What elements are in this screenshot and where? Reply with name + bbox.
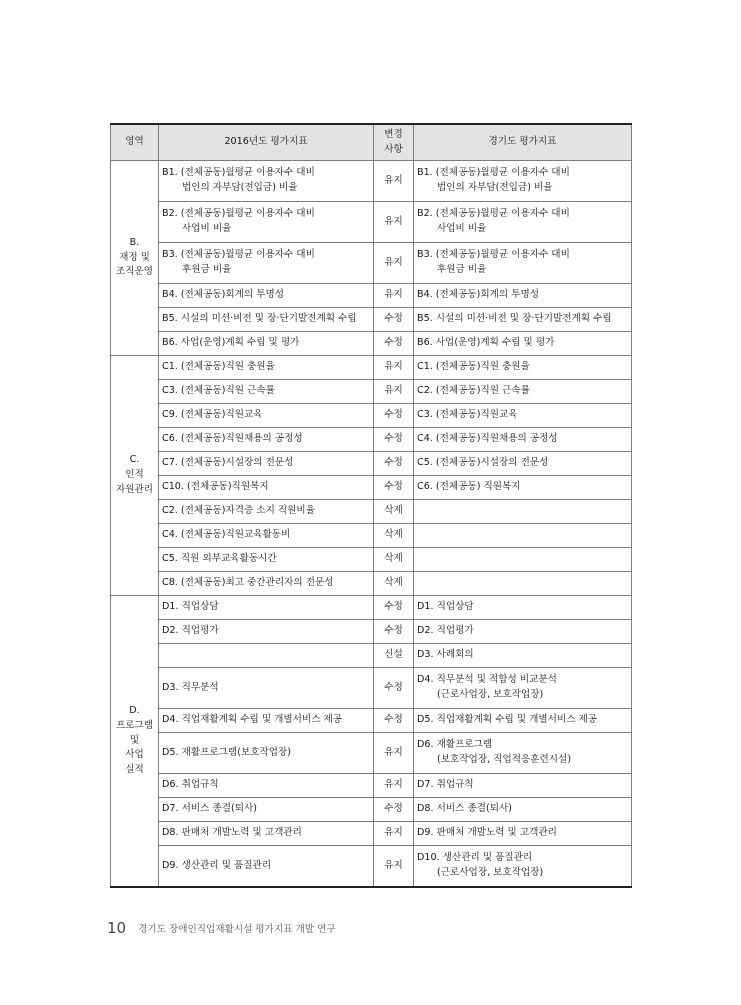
change-cell: 수정: [374, 332, 414, 356]
index-text: D6. 재활프로그램: [417, 739, 493, 751]
index-text: D7. 취업규칙: [417, 779, 474, 791]
index-text: C4. (전체공동)직원채용의 공정성: [417, 433, 558, 445]
index-gyeonggi-cell: [414, 284, 632, 308]
index-gyeonggi-cell: [414, 476, 632, 500]
index-2016-cell: [159, 500, 374, 524]
footer-title: 경기도 장애인직업재활시설 평가지표 개발 연구: [138, 924, 336, 935]
change-cell: 유지: [374, 202, 414, 243]
table-row: [111, 596, 632, 620]
index-text: C6. (전체공동)직원채용의 공정성: [162, 433, 303, 445]
header-area: 영역: [111, 124, 159, 161]
index-2016-cell: [159, 644, 374, 668]
index-text: 사업비 비율: [437, 223, 487, 234]
index-2016-cell: [159, 798, 374, 822]
index-gyeonggi-cell: [414, 709, 632, 733]
index-text: B1. (전체공동)월평균 이용자수 대비: [417, 167, 570, 179]
index-gyeonggi-cell: [414, 548, 632, 572]
index-2016-cell: [159, 668, 374, 709]
change-cell: 수정: [374, 620, 414, 644]
index-2016-cell: [159, 161, 374, 202]
index-text: D2. 직업평가: [162, 625, 219, 637]
change-cell: 유지: [374, 846, 414, 888]
index-text: D4. 직업재활계획 수립 및 개별서비스 제공: [162, 714, 343, 726]
change-cell: 수정: [374, 798, 414, 822]
change-cell: 수정: [374, 308, 414, 332]
table-row: [111, 380, 632, 404]
table-row: [111, 476, 632, 500]
index-text: C2. (전체공동)직원 근속률: [417, 385, 530, 397]
index-gyeonggi-cell: [414, 846, 632, 888]
table-row: [111, 733, 632, 774]
change-cell: 삭제: [374, 548, 414, 572]
index-text: B6. 사업(운영)계획 수립 및 평가: [417, 337, 555, 349]
index-text: D1. 직업상담: [417, 601, 474, 613]
index-2016-cell: [159, 284, 374, 308]
index-2016-cell: [159, 202, 374, 243]
table-row: [111, 308, 632, 332]
table-row: [111, 161, 632, 202]
area-cell: D. 프로그램 및 사업 실적: [111, 596, 159, 888]
index-2016-cell: [159, 380, 374, 404]
index-2016-cell: [159, 596, 374, 620]
index-gyeonggi-cell: [414, 620, 632, 644]
change-cell: 수정: [374, 452, 414, 476]
index-gyeonggi-cell: [414, 500, 632, 524]
area-cell: C. 인적 자원관리: [111, 356, 159, 596]
index-text: C1. (전체공동)직원 충원율: [417, 361, 530, 373]
index-2016-cell: [159, 822, 374, 846]
table-row: [111, 822, 632, 846]
index-2016-cell: [159, 243, 374, 284]
table-row: [111, 846, 632, 888]
index-text: D4. 직무분석 및 적합성 비교분석: [417, 674, 557, 686]
index-text: C2. (전체공동)자격증 소지 직원비율: [162, 505, 315, 517]
index-text: B1. (전체공동)월평균 이용자수 대비: [162, 167, 315, 179]
change-cell: 삭제: [374, 524, 414, 548]
change-cell: 수정: [374, 709, 414, 733]
index-text: B3. (전체공동)월평균 이용자수 대비: [162, 249, 315, 261]
index-gyeonggi-cell: [414, 644, 632, 668]
table-row: [111, 428, 632, 452]
table-row: [111, 774, 632, 798]
table-row: [111, 709, 632, 733]
change-cell: 유지: [374, 356, 414, 380]
index-text: C10. (전체공동)직원복지: [162, 481, 269, 493]
index-text: C5. 직원 외부교육활동시간: [162, 553, 277, 565]
index-2016-cell: [159, 846, 374, 888]
index-text: D2. 직업평가: [417, 625, 474, 637]
index-2016-cell: [159, 548, 374, 572]
table-row: [111, 243, 632, 284]
table-row: [111, 572, 632, 596]
index-2016-cell: [159, 452, 374, 476]
index-gyeonggi-cell: [414, 404, 632, 428]
table-row: [111, 620, 632, 644]
index-text: C6. (전체공동) 직원복지: [417, 481, 521, 493]
index-text: D9. 판매처 개발노력 및 고객관리: [417, 827, 557, 839]
index-gyeonggi-cell: [414, 308, 632, 332]
index-gyeonggi-cell: [414, 596, 632, 620]
index-2016-cell: [159, 709, 374, 733]
change-cell: 수정: [374, 476, 414, 500]
index-gyeonggi-cell: [414, 822, 632, 846]
index-gyeonggi-cell: [414, 524, 632, 548]
index-2016-cell: [159, 332, 374, 356]
index-2016-cell: [159, 428, 374, 452]
index-text: D9. 생산관리 및 품질관리: [162, 859, 272, 871]
index-gyeonggi-cell: [414, 202, 632, 243]
table-row: [111, 202, 632, 243]
index-text: 법인의 자부담(전입금) 비율: [437, 182, 553, 193]
index-text: C9. (전체공동)직원교육: [162, 409, 263, 421]
area-cell: B. 재정 및 조직운영: [111, 161, 159, 356]
index-gyeonggi-cell: [414, 428, 632, 452]
change-cell: 수정: [374, 668, 414, 709]
index-gyeonggi-cell: [414, 572, 632, 596]
table-row: [111, 644, 632, 668]
index-text: C3. (전체공동)직원교육: [417, 409, 518, 421]
index-text: B6. 사업(운영)계획 수립 및 평가: [162, 337, 300, 349]
table-row: [111, 452, 632, 476]
index-text: 법인의 자부담(전입금) 비율: [182, 182, 298, 193]
index-text: B4. (전체공동)회계의 투명성: [417, 289, 539, 301]
index-text: C1. (전체공동)직원 충원율: [162, 361, 275, 373]
index-text: D7. 서비스 종결(퇴사): [162, 803, 257, 815]
change-cell: 수정: [374, 596, 414, 620]
index-gyeonggi-cell: [414, 243, 632, 284]
evaluation-index-table: [110, 123, 632, 888]
change-cell: 유지: [374, 733, 414, 774]
index-text: D10. 생산관리 및 품질관리: [417, 852, 533, 864]
index-text: 사업비 비율: [182, 223, 232, 234]
index-2016-cell: [159, 733, 374, 774]
index-text: D5. 재활프로그램(보호작업장): [162, 746, 292, 758]
change-cell: 유지: [374, 380, 414, 404]
index-2016-cell: [159, 308, 374, 332]
index-text: D1. 직업상담: [162, 601, 219, 613]
header-change: 변경 사항: [374, 124, 414, 161]
index-2016-cell: [159, 620, 374, 644]
index-2016-cell: [159, 404, 374, 428]
header-gyeonggi-index: 경기도 평가지표: [414, 124, 632, 161]
index-text: (근로사업장, 보호작업장): [437, 867, 544, 878]
table-row: [111, 668, 632, 709]
change-cell: 유지: [374, 774, 414, 798]
table-row: [111, 356, 632, 380]
index-gyeonggi-cell: [414, 452, 632, 476]
index-text: B5. 시설의 미션·비전 및 장·단기발전계획 수립: [417, 313, 612, 325]
table-row: [111, 798, 632, 822]
table-row: [111, 404, 632, 428]
index-2016-cell: [159, 476, 374, 500]
table-row: [111, 500, 632, 524]
index-text: (보호작업장, 직업적응훈련시설): [437, 754, 572, 765]
index-gyeonggi-cell: [414, 380, 632, 404]
index-text: D3. 직무분석: [162, 681, 219, 693]
index-2016-cell: [159, 774, 374, 798]
page-number: 10: [107, 919, 127, 937]
index-text: C3. (전체공동)직원 근속률: [162, 385, 275, 397]
change-cell: 수정: [374, 404, 414, 428]
index-text: (근로사업장, 보호작업장): [437, 689, 544, 700]
index-text: B2. (전체공동)월평균 이용자수 대비: [162, 208, 315, 220]
change-cell: 수정: [374, 428, 414, 452]
change-cell: 유지: [374, 822, 414, 846]
index-text: D5. 직업재활계획 수립 및 개별서비스 제공: [417, 714, 598, 726]
index-text: B4. (전체공동)회계의 투명성: [162, 289, 284, 301]
table-row: [111, 284, 632, 308]
index-text: C7. (전체공동)시설장의 전문성: [162, 457, 294, 469]
index-text: D8. 서비스 종결(퇴사): [417, 803, 512, 815]
index-text: D3. 사례회의: [417, 649, 474, 661]
index-2016-cell: [159, 572, 374, 596]
index-text: B5. 시설의 미션·비전 및 장·단기발전계획 수립: [162, 313, 357, 325]
index-text: 후원금 비율: [182, 264, 232, 275]
change-cell: 유지: [374, 284, 414, 308]
index-text: D6. 취업규칙: [162, 779, 219, 791]
index-gyeonggi-cell: [414, 733, 632, 774]
page-footer: [107, 919, 336, 937]
index-gyeonggi-cell: [414, 332, 632, 356]
index-text: C4. (전체공동)직원교육활동비: [162, 529, 291, 541]
change-cell: 삭제: [374, 572, 414, 596]
index-text: B2. (전체공동)월평균 이용자수 대비: [417, 208, 570, 220]
change-cell: 삭제: [374, 500, 414, 524]
header-2016-index: 2016년도 평가지표: [159, 124, 374, 161]
index-gyeonggi-cell: [414, 798, 632, 822]
index-text: 후원금 비율: [437, 264, 487, 275]
table-row: [111, 332, 632, 356]
table-row: [111, 548, 632, 572]
table-row: [111, 524, 632, 548]
index-text: B3. (전체공동)월평균 이용자수 대비: [417, 249, 570, 261]
index-text: D8. 판매처 개발노력 및 고객관리: [162, 827, 302, 839]
index-2016-cell: [159, 524, 374, 548]
index-2016-cell: [159, 356, 374, 380]
index-text: C8. (전체공동)최고 중간관리자의 전문성: [162, 577, 334, 589]
change-cell: 유지: [374, 243, 414, 284]
change-cell: 신설: [374, 644, 414, 668]
index-gyeonggi-cell: [414, 774, 632, 798]
index-gyeonggi-cell: [414, 161, 632, 202]
change-cell: 유지: [374, 161, 414, 202]
index-gyeonggi-cell: [414, 668, 632, 709]
index-text: C5. (전체공동)시설장의 전문성: [417, 457, 549, 469]
index-gyeonggi-cell: [414, 356, 632, 380]
